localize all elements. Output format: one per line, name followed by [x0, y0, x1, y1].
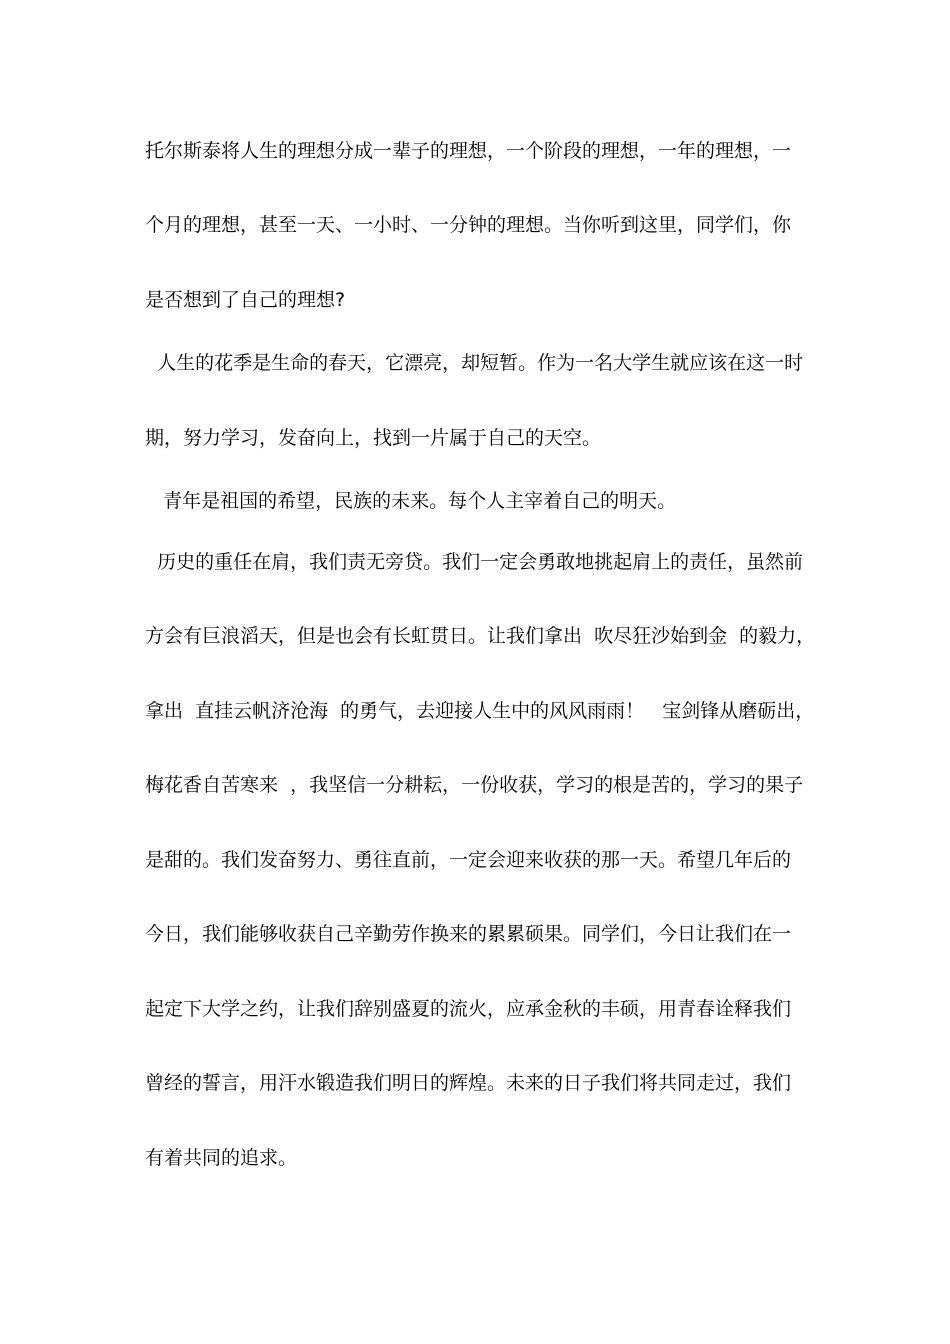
text-line-2: 个月的理想，甚至一天、一小时、一分钟的理想。当你听到这里，同学们，你: [145, 214, 792, 236]
text-line-9: 拿出 直挂云帆济沧海 的勇气，去迎接人生中的风风雨雨！ 宝剑锋从磨砺出，: [145, 700, 815, 722]
text-line-14: 曾经的誓言，用汗水锻造我们明日的辉煌。未来的日子我们将共同走过，我们: [145, 1072, 792, 1094]
text-line-15: 有着共同的追求。: [145, 1147, 298, 1169]
text-line-1: 托尔斯泰将人生的理想分成一辈子的理想，一个阶段的理想，一年的理想，一: [145, 140, 792, 162]
text-line-4: 人生的花季是生命的春天，它漂亮，却短暂。作为一名大学生就应该在这一时: [145, 352, 804, 374]
text-line-10: 梅花香自苦寒来 ，我坚信一分耕耘，一份收获，学习的根是苦的，学习的果子: [145, 774, 804, 796]
text-line-13: 起定下大学之约，让我们辞别盛夏的流火，应承金秋的丰硕，用青春诠释我们: [145, 998, 792, 1020]
text-line-5: 期，努力学习，发奋向上，找到一片属于自己的天空。: [145, 427, 602, 449]
text-line-6: 青年是祖国的希望，民族的未来。每个人主宰着自己的明天。: [145, 490, 677, 512]
text-line-12: 今日，我们能够收获自己辛勤劳作换来的累累硕果。同学们，今日让我们在一: [145, 923, 792, 945]
text-line-7: 历史的重任在肩，我们责无旁贷。我们一定会勇敢地挑起肩上的责任，虽然前: [145, 551, 804, 573]
text-line-8: 方会有巨浪滔天，但是也会有长虹贯日。让我们拿出 吹尽狂沙始到金 的毅力，: [145, 625, 816, 647]
text-line-3: 是否想到了自己的理想?: [145, 289, 346, 311]
text-line-11: 是甜的。我们发奋努力、勇往直前，一定会迎来收获的那一天。希望几年后的: [145, 849, 792, 871]
